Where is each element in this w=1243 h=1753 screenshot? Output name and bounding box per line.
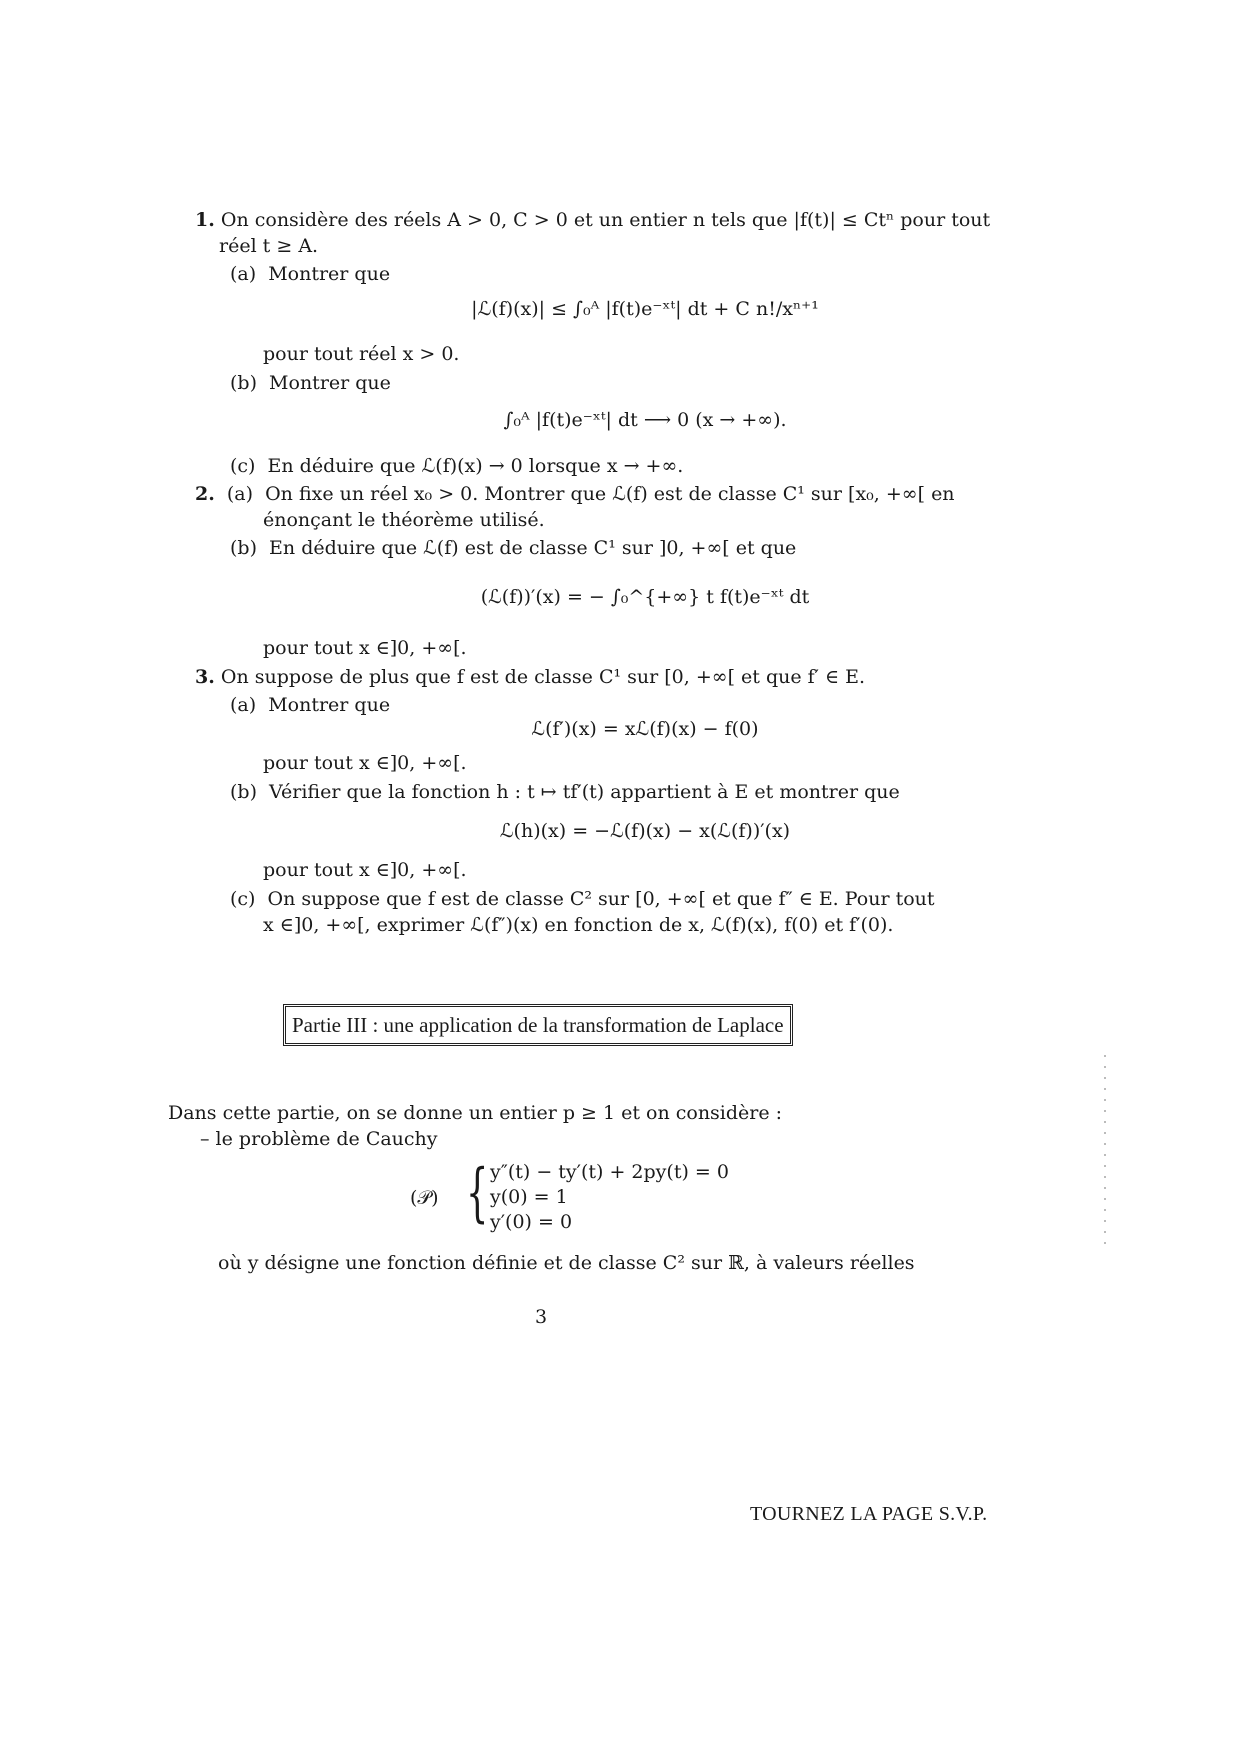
q1a-formula: |ℒ(f)(x)| ≤ ∫₀ᴬ |f(t)e⁻ˣᵗ| dt + C n!/xⁿ⁺¹ <box>471 298 819 320</box>
q2b-label: (b) <box>230 537 257 559</box>
q3c-text-line1: On suppose que f est de classe C² sur [0, +∞[ et que f″ ∈ E. Pour tout <box>267 888 935 910</box>
cauchy-system <box>410 1156 750 1239</box>
p3-intro: Dans cette partie, on se donne un entier p ≥ 1 et on considère : <box>168 1102 783 1124</box>
system-eq1: y″(t) − ty′(t) + 2py(t) = 0 <box>490 1161 729 1183</box>
q3b-text: Vérifier que la fonction h : t ↦ tf′(t) appartient à E et montrer que <box>269 781 900 803</box>
q3a-formula: ℒ(f′)(x) = xℒ(f)(x) − f(0) <box>531 718 759 740</box>
q1b-formula: ∫₀ᴬ |f(t)e⁻ˣᵗ| dt ⟶ 0 (x → +∞). <box>503 409 787 431</box>
q2b-after: pour tout x ∈]0, +∞[. <box>263 637 467 659</box>
q1-number: 1. <box>195 209 215 231</box>
q3b-label: (b) <box>230 781 257 803</box>
q3b-row <box>230 779 900 807</box>
partie-title: Partie III : une application de la transformation de Laplace <box>285 1006 791 1044</box>
q2-number: 2. <box>195 483 215 505</box>
system-eq3: y′(0) = 0 <box>490 1211 573 1233</box>
q1-text-line1: On considère des réels A > 0, C > 0 et un entier n tels que |f(t)| ≤ Ctⁿ pour tout <box>220 209 991 231</box>
q1-line2: réel t ≥ A. <box>219 235 319 257</box>
q1a-text: Montrer que <box>268 263 391 285</box>
q3b-after: pour tout x ∈]0, +∞[. <box>263 859 467 881</box>
p3-after: où y désigne une fonction définie et de classe C² sur ℝ, à valeurs réelles <box>218 1252 915 1274</box>
q2a-row <box>195 481 955 509</box>
q3-intro: On suppose de plus que f est de classe C¹ sur [0, +∞[ et que f′ ∈ E. <box>220 666 866 688</box>
q2a-label: (a) <box>226 483 254 505</box>
footer-turn-page: TOURNEZ LA PAGE S.V.P. <box>750 1503 988 1525</box>
q3a-text: Montrer que <box>268 694 391 716</box>
system-eq2: y(0) = 1 <box>490 1186 568 1208</box>
q2b-formula: (ℒ(f))′(x) = − ∫₀^{+∞} t f(t)e⁻ˣᵗ dt <box>480 586 810 608</box>
system-label: (𝒫) <box>410 1187 439 1209</box>
q1a-after: pour tout réel x > 0. <box>263 343 460 365</box>
q2b-row <box>230 535 796 563</box>
q1c-label: (c) <box>230 455 256 477</box>
q1b-label: (b) <box>230 372 257 394</box>
q3b-formula: ℒ(h)(x) = −ℒ(f)(x) − x(ℒ(f))′(x) <box>499 820 791 842</box>
q1a-label: (a) <box>230 263 257 285</box>
q3c-label: (c) <box>230 888 256 910</box>
q2a-text-line1: On fixe un réel x₀ > 0. Montrer que ℒ(f) est de classe C¹ sur [x₀, +∞[ en <box>265 483 955 505</box>
q1-line1 <box>195 207 990 235</box>
q1a-row <box>230 261 390 289</box>
q2b-text: En déduire que ℒ(f) est de classe C¹ sur ]0, +∞[ et que <box>269 537 797 559</box>
scan-marks <box>1104 1055 1106 1253</box>
q1c-text: En déduire que ℒ(f)(x) → 0 lorsque x → +∞. <box>267 455 684 477</box>
p3-bullet: – le problème de Cauchy <box>200 1128 438 1150</box>
q1b-row <box>230 370 391 398</box>
q3c-row <box>230 886 935 914</box>
q1b-text: Montrer que <box>269 372 391 394</box>
page-number: 3 <box>535 1306 548 1328</box>
q1c-row <box>230 453 683 481</box>
q3-intro-row <box>195 664 865 692</box>
q2a-text-line2: énonçant le théorème utilisé. <box>263 509 545 531</box>
left-brace-icon: { <box>466 1156 489 1230</box>
q3c-text-line2: x ∈]0, +∞[, exprimer ℒ(f″)(x) en fonction de x, ℒ(f)(x), f(0) et f′(0). <box>263 914 894 936</box>
q3a-label: (a) <box>230 694 257 716</box>
q3a-after: pour tout x ∈]0, +∞[. <box>263 752 467 774</box>
q3-number: 3. <box>195 666 215 688</box>
